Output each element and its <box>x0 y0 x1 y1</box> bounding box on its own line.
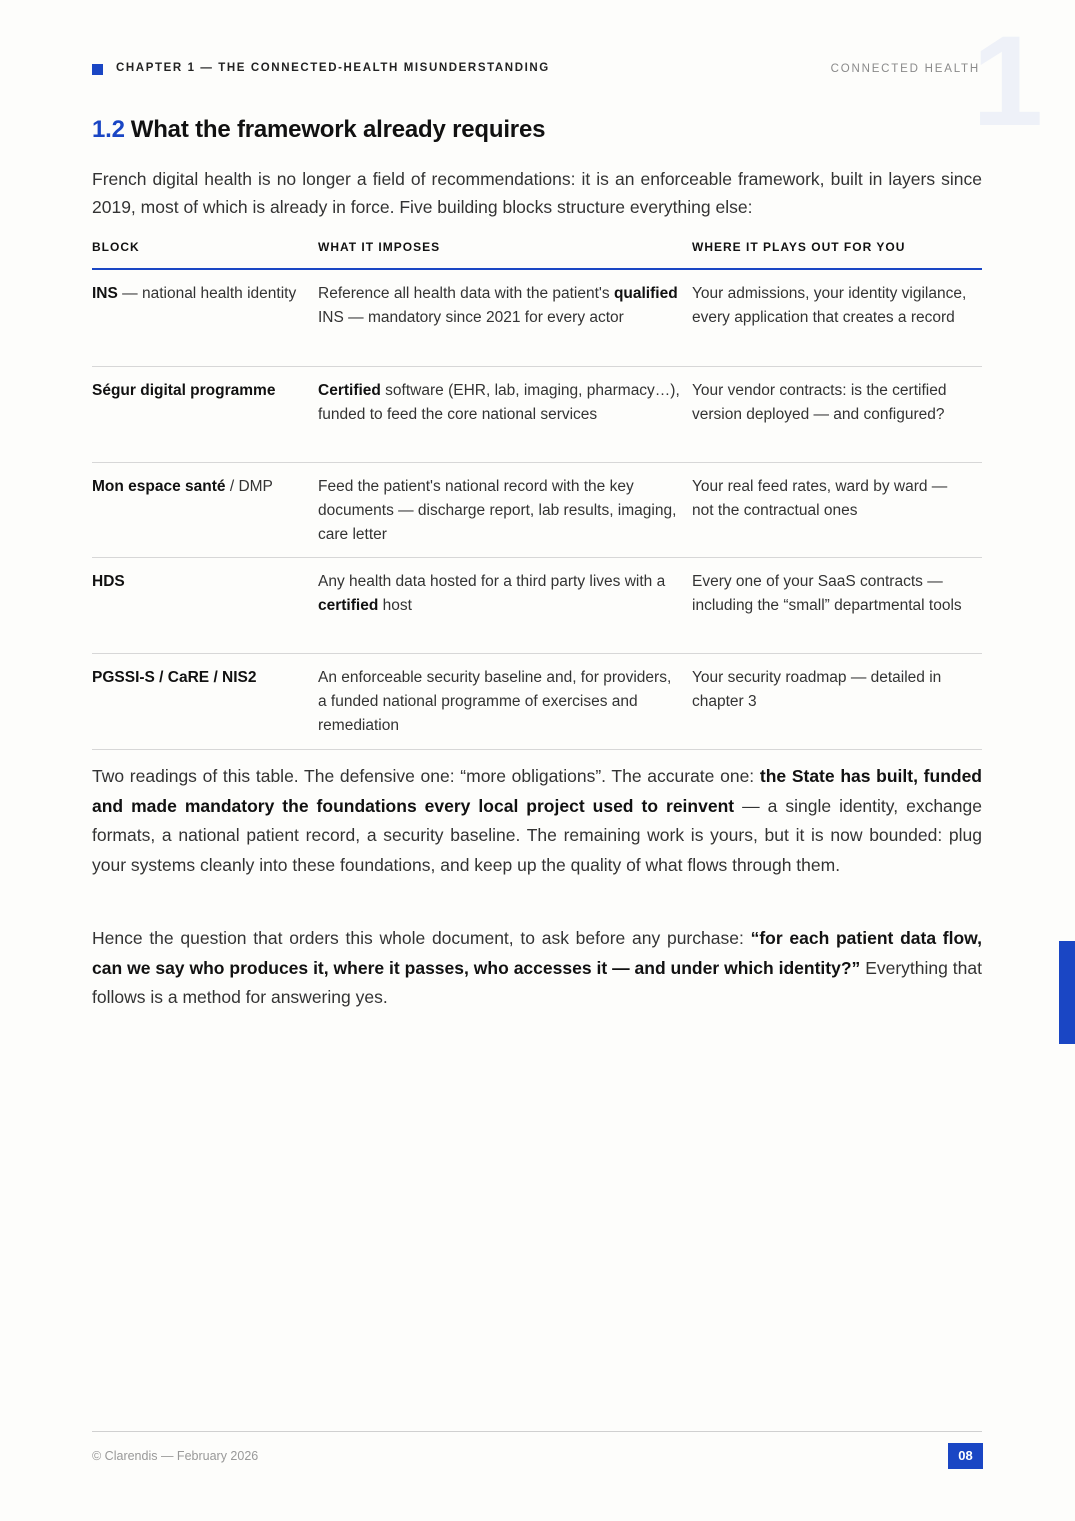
analysis-paragraph: Two readings of this table. The defensive one: “more obligations”. The accurate one: the State has built, funded and made mandatory the foundations every local project used to reinvent — a single identity, exchange formats, a national patient record, a security baseline. The remaining work is yours, but it is now bounded: plug your systems cleanly into these foundations, and keep up the quality of what flows through them. <box>92 766 982 875</box>
cell-where: Your vendor contracts: is the certified version deployed — and configured? <box>692 382 947 423</box>
cell-where: Your security roadmap — detailed in chapter 3 <box>692 669 942 710</box>
page-number: 08 <box>948 1443 983 1469</box>
running-header: CONNECTED HEALTH <box>830 63 980 75</box>
cell-where: Your real feed rates, ward by ward — not the contractual ones <box>692 478 948 519</box>
footer-divider <box>92 1431 982 1432</box>
cell-imposes: Certified software (EHR, lab, imaging, pharmacy…), funded to feed the core national services <box>318 382 680 423</box>
cell-block: HDS <box>92 573 125 590</box>
chapter-numeral-watermark: 1 <box>972 10 1044 153</box>
intro-paragraph: French digital health is no longer a field of recommendations: it is an enforceable framework, built in layers since 2019, most of which is already in force. Five building blocks structure everything else: <box>92 169 982 217</box>
header-block: BLOCK <box>92 240 140 254</box>
chapter-side-tab <box>1059 941 1075 1044</box>
section-number: 1.2 <box>92 116 125 143</box>
cell-imposes: An enforceable security baseline and, for providers, a funded national programme of exercises and remediation <box>318 669 672 734</box>
cell-where: Every one of your SaaS contracts — including the “small” departmental tools <box>692 573 962 614</box>
table-row <box>92 367 982 463</box>
header-imposes: WHAT IT IMPOSES <box>318 240 441 254</box>
cell-block: INS — national health identity <box>92 285 297 302</box>
footer-copyright: © Clarendis — February 2026 <box>92 1449 259 1463</box>
cell-block: Ségur digital programme <box>92 382 276 399</box>
table-row <box>92 270 982 367</box>
chapter-marker-square <box>92 64 103 75</box>
cell-imposes: Reference all health data with the patient's qualified INS — mandatory since 2021 for every actor <box>318 285 678 326</box>
cell-where: Your admissions, your identity vigilance, every application that creates a record <box>692 285 967 326</box>
table-row <box>92 558 982 654</box>
key-question-paragraph: Hence the question that orders this whole document, to ask before any purchase: “for each patient data flow, can we say who produces it, where it passes, who accesses it — and under which identity?” Everything that follows is a method for answering yes. <box>92 928 982 1007</box>
header-where: WHERE IT PLAYS OUT FOR YOU <box>692 240 906 254</box>
table-row <box>92 654 982 750</box>
building-blocks-table <box>92 234 982 750</box>
section-title-text: What the framework already requires <box>130 116 546 143</box>
cell-block: Mon espace santé / DMP <box>92 478 273 495</box>
cell-imposes: Feed the patient's national record with the key documents — discharge report, lab results, imaging, care letter <box>318 478 677 543</box>
cell-imposes: Any health data hosted for a third party lives with a certified host <box>318 573 666 614</box>
table-row <box>92 463 982 558</box>
chapter-header: CHAPTER 1 — THE CONNECTED-HEALTH MISUNDERSTANDING <box>116 62 550 74</box>
section-title <box>92 116 545 144</box>
cell-block: PGSSI-S / CaRE / NIS2 <box>92 669 257 686</box>
table-header <box>92 234 982 270</box>
